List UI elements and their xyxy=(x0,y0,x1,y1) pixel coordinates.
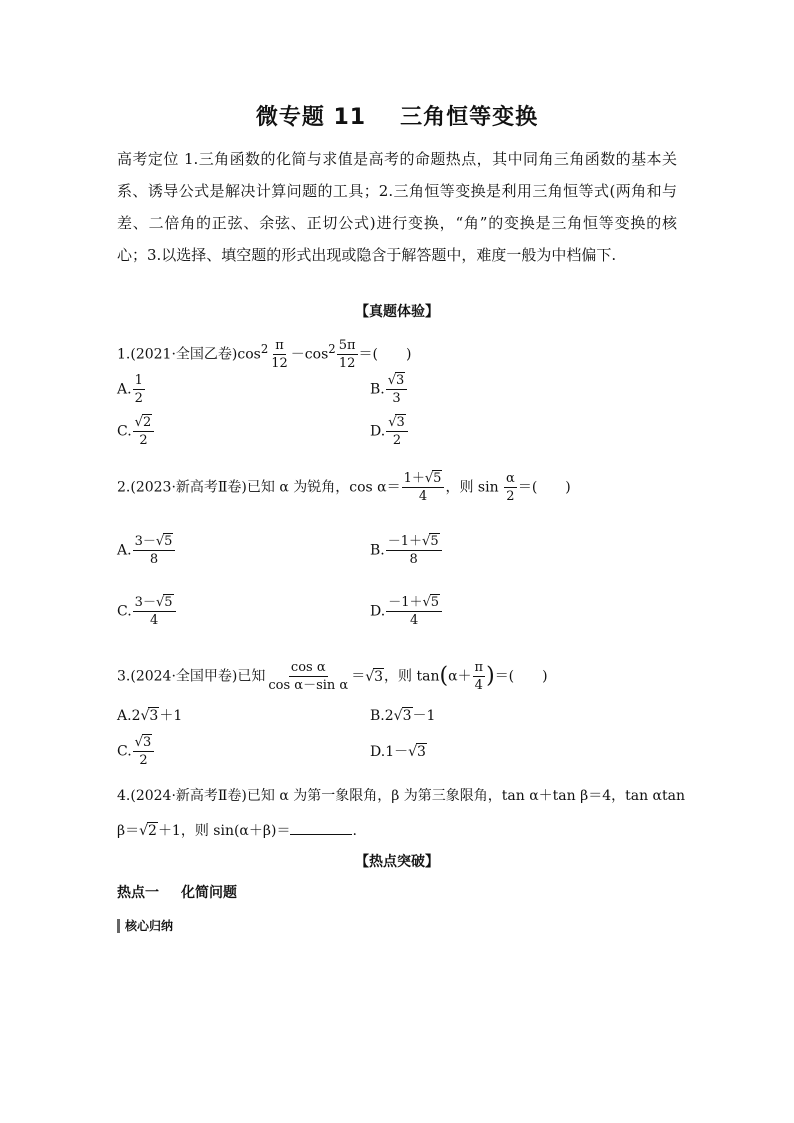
q3-option-c: C. $\frac{√3}{2}$ xyxy=(117,734,155,769)
core-summary-heading xyxy=(117,917,173,934)
q3-sqrt: √3 xyxy=(365,668,384,685)
section-bar-icon xyxy=(117,919,120,933)
q2-frac-half: $\frac{\alpha}{2}$ xyxy=(506,471,515,504)
q2-option-c: C. $\frac{3-√5}{4}$ xyxy=(117,594,177,629)
q2-tail: ＝( ) xyxy=(517,479,571,496)
q1-option-a: A. $\frac{1}{2}$ xyxy=(117,373,143,406)
q1-frac-2: $\frac{5\pi}{12}$ xyxy=(338,338,356,371)
q3-option-d: D.1－√3 xyxy=(370,744,426,760)
question-2 xyxy=(117,470,571,505)
intro-paragraph: 高考定位 1.三角函数的化简与求值是高考的命题热点，其中同角三角函数的基本关系、诱导公式是解决计算问题的工具；2.三角恒等变换是利用三角恒等式(两角和与差、二倍角的正弦、余弦、正切公式)进行变换，“角”的变换是三角恒等变换的核心；3.以选择、填空题的形式出现或隐含于解答题中，难度一般为中档偏下. xyxy=(117,150,677,264)
q1-lead: 1.(2021·全国乙卷)cos xyxy=(117,346,261,363)
hot-point-label: 热点一 xyxy=(117,885,159,901)
q3-option-b: B.2√3－1 xyxy=(370,708,436,724)
page-title xyxy=(0,100,794,131)
q1-sup-1: 2 xyxy=(260,341,269,356)
q1-tail: ＝( ) xyxy=(358,346,412,363)
core-summary-label: 核心归纳 xyxy=(125,919,174,933)
q2-mid: ，则 sin xyxy=(445,479,504,496)
question-3: 3.(2024·全国甲卷)已知 $\frac{\text{cos α}}{\text{cos α－sin α}}$ ＝√3，则 tan(α＋ $\frac{\pi}{4}$ )＝( ) xyxy=(117,660,548,693)
section-heading-hot-points: 【热点突破】 xyxy=(355,854,439,870)
q3-frac: $\frac{\text{cos α}}{\text{cos α－sin α}}$ xyxy=(268,660,349,693)
q1-option-c: C. $\frac{√2}{2}$ xyxy=(117,414,155,449)
q3-option-a: A.2√3＋1 xyxy=(117,708,183,724)
title-main: 三角恒等变换 xyxy=(400,105,539,130)
question-4-line-2: β＝√2＋1，则 sin(α＋β)＝ . xyxy=(117,820,357,841)
q2-lead: 2.(2023·新高考Ⅱ卷)已知 α 为锐角，cos α＝ xyxy=(117,479,401,496)
q3-tail: ＝( ) xyxy=(494,668,548,685)
hot-point-title: 化简问题 xyxy=(181,885,237,901)
q2-option-d: D. $\frac{-1+√5}{4}$ xyxy=(370,594,443,629)
q1-option-b: B. $\frac{√3}{3}$ xyxy=(370,372,408,407)
q1-sup-2: 2 xyxy=(328,341,336,356)
question-1 xyxy=(117,337,411,372)
q3-frac-pi: $\frac{\pi}{4}$ xyxy=(474,660,484,693)
q1-minus: －cos xyxy=(290,346,329,363)
q2-frac-cos: $\frac{1+√5}{4}$ xyxy=(402,470,445,505)
q3-mid: ，则 tan xyxy=(384,668,440,685)
title-prefix: 微专题 11 xyxy=(255,105,367,130)
q2-option-b: B. $\frac{-1+√5}{8}$ xyxy=(370,533,443,568)
section-heading-real-exam: 【真题体验】 xyxy=(355,304,439,320)
q3-lead: 3.(2024·全国甲卷)已知 xyxy=(117,668,266,685)
question-4-line-1: 4.(2024·新高考Ⅱ卷)已知 α 为第一象限角，β 为第三象限角，tan α＋tan β＝4，tan αtan xyxy=(117,788,685,804)
q4-answer-blank[interactable] xyxy=(290,820,352,835)
hot-point-heading xyxy=(117,882,237,902)
q1-option-d: D. $\frac{√3}{2}$ xyxy=(370,414,409,449)
q1-frac-1: $\frac{\pi}{12}$ xyxy=(271,338,288,371)
q2-option-a: A. $\frac{3-√5}{8}$ xyxy=(117,533,176,568)
